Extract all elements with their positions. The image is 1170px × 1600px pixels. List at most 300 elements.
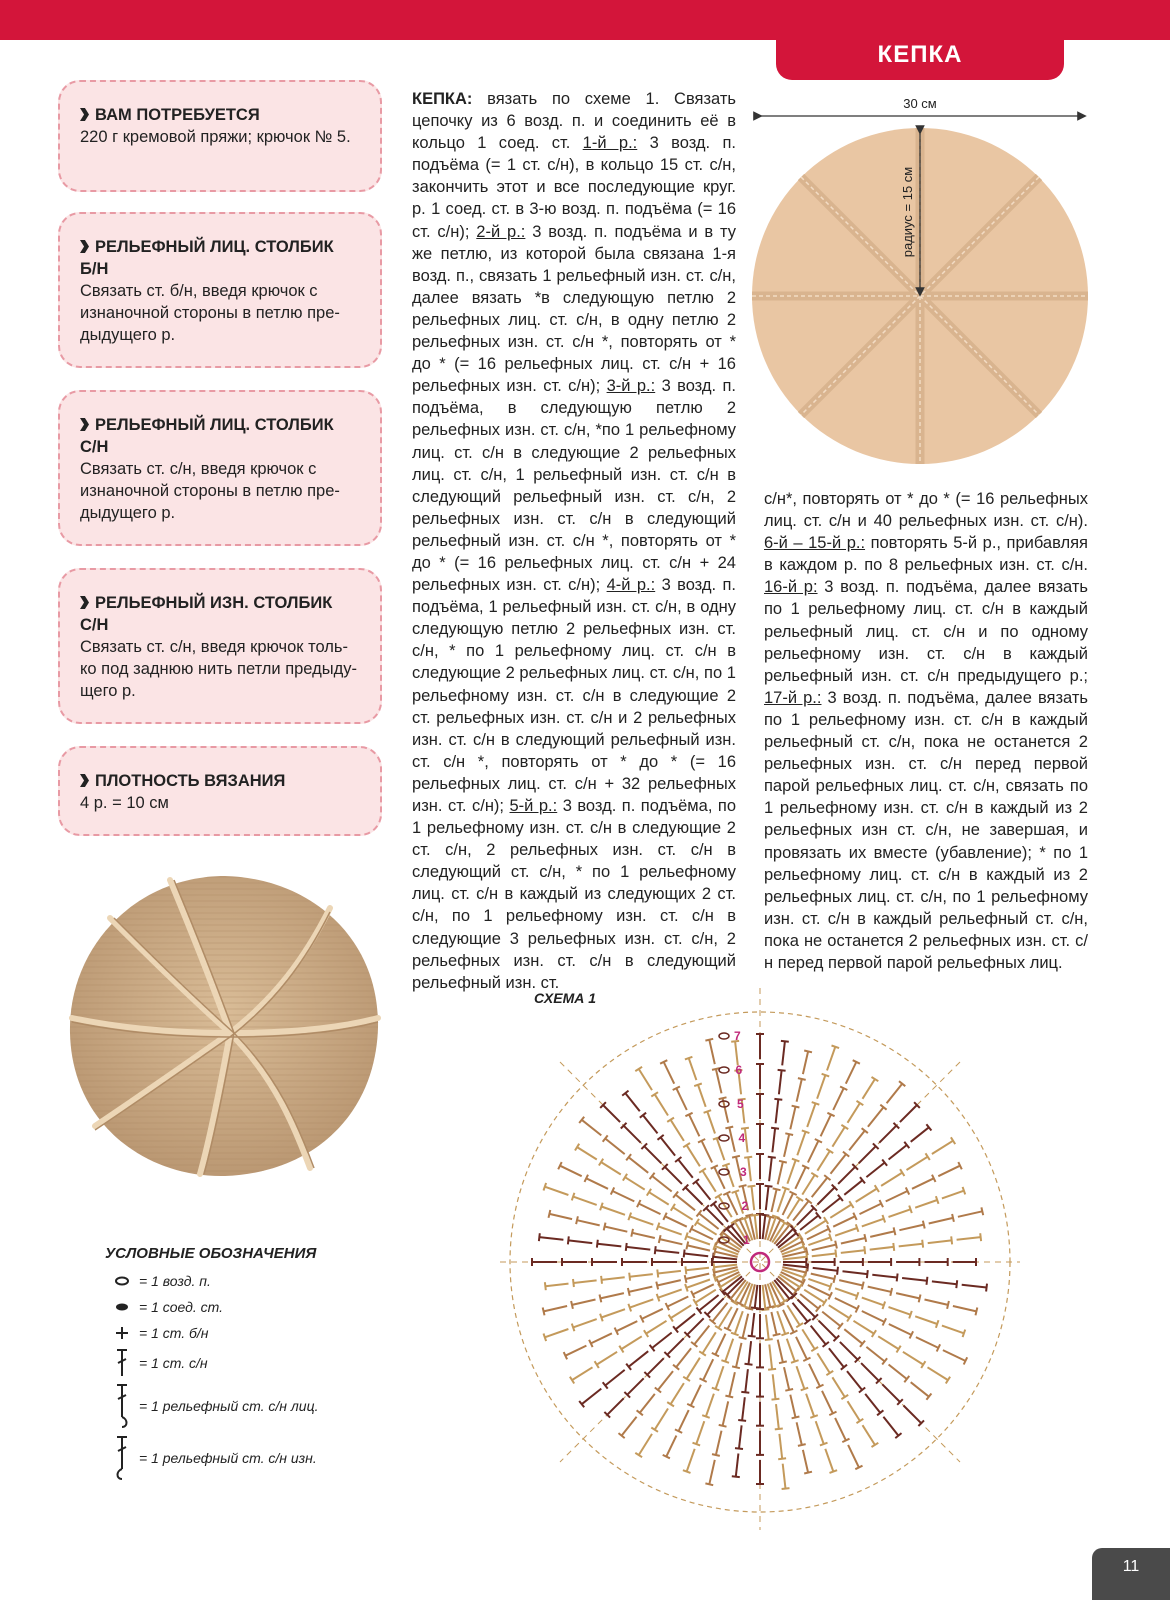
chart-stitch-top	[732, 1476, 740, 1477]
chart-stitch	[817, 1075, 825, 1099]
chart-stitch-top	[923, 1221, 925, 1229]
chart-stitch	[798, 1300, 816, 1318]
chart-stitch-top	[778, 1458, 786, 1459]
chart-stitch	[572, 1367, 593, 1380]
chart-stitch	[632, 1233, 655, 1238]
chart-stitch	[666, 1436, 676, 1457]
chart-stitch	[706, 1394, 714, 1417]
chart-stitch	[835, 1298, 858, 1309]
chart-stitch	[819, 1321, 837, 1339]
chart-stitch	[797, 1132, 805, 1156]
chart-stitch	[840, 1342, 858, 1360]
gauge-heading: ПЛОТНОСТЬ ВЯЗАНИЯ	[80, 770, 360, 792]
chart-stitch	[755, 1215, 758, 1239]
chart-stitch	[686, 1274, 710, 1279]
chart-stitch	[752, 1186, 755, 1210]
chart-stitch	[797, 1208, 814, 1225]
chart-stitch	[889, 1145, 907, 1160]
chart-stitch	[790, 1395, 795, 1418]
chart-stitch	[726, 1165, 734, 1187]
stitch-3-heading: РЕЛЬЕФНЫЙ ИЗН. СТОЛБИК С/Н	[80, 594, 333, 634]
chart-stitch-top	[659, 1235, 661, 1243]
chart-stitch	[811, 1326, 826, 1345]
chart-stitch	[835, 1418, 846, 1441]
chart-stitch-top	[801, 1388, 809, 1391]
chart-stitch-top	[829, 1234, 832, 1242]
chart-stitch	[856, 1189, 877, 1202]
chart-stitch	[646, 1321, 666, 1334]
chart-stitch	[878, 1336, 898, 1349]
chart-stitch	[844, 1329, 862, 1344]
chart-stitch-top	[804, 1472, 812, 1474]
instructions-column-1: КЕПКА: вязать по схеме 1. Связать цепочку из 6 возд. п. и соединить её в кольцо 1 соед. ст. 1-й р.: 3 возд. п. подъёма (= 1 ст. с/н), в кольцо 15 ст. с/н, закончить этот и все последующие круг. р. 1 соед. ст. в 3-ю возд. п. подъёма (= 16 ст. с/н); 2-й р.: 3 возд. п. подъёма и в ту же петлю, из которой была связана 1-я возд. п., связать 1 рельефный изн. ст. с/н, далее вязать *в следующую петлю 2 рельефных лиц. ст. с/н, в одну петлю 2 рельефных изн. ст. с/н *, повторять от * до * (= 16 рельефных лиц. ст. с/н + 16 рельефных изн. ст. с/н); 3-й р.: 3 возд. п. подъёма, в следующую петлю 2 рельефных изн. ст. с/н, *по 1 рельефному лиц. ст. с/н в следующие 2 рельефных лиц. ст. с/н, 1 рельефный изн. ст. с/н в следующий рельефный изн. ст. с/н, 2 рельефных изн. ст. с/н в следующий рельефный изн. ст. с/н *, повторять от * до * (= 16 рельефных лиц. ст. с/н + 24 рельефных изн. ст. с/н); 4-й р.: 3 возд. п. подъёма, 1 рельефный изн. ст. с/н, в одну следующую петлю 2 рельефных изн. ст. с/н, * по 1 рельефному лиц. ст. с/н в следующие 2 рельефных лиц. ст. с/н, по 1 рельефному изн. ст. с/н в следующие 2 ст. рельефных изн. ст. с/н и 2 рельефных изн. ст. с/н в следующий рельефный изн. ст. с/н *, повторять от * до * (= 16 рельефных лиц. ст. с/н + 32 рельефных изн. ст. с/н); 5-й р.: 3 возд. п. подъёма, по 1 рельефному изн. ст. с/н в следующие 2 ст. с/н, 2 рельефных изн. ст. с/н в следующий ст. с/н, * по 1 рельефному лиц. ст. с/н в каждый из следующих 2 ст. с/н, по 1 рельефному изн. ст. с/н в следующие 3 рельефных изн. ст. с/н, 2 рельефных изн. ст. с/н в следующий рельефный изн. ст.	[412, 90, 736, 992]
chart-stitch	[866, 1347, 884, 1362]
chart-stitch	[899, 1225, 923, 1231]
chart-stitch	[835, 1228, 857, 1236]
chart-stitch	[544, 1306, 568, 1311]
beret-photo	[60, 868, 390, 1188]
chart-stitch	[691, 1385, 701, 1406]
chart-stitch	[698, 1085, 706, 1107]
chart-stitch-top	[544, 1183, 547, 1191]
chart-stitch	[665, 1167, 682, 1184]
chart-stitch	[658, 1289, 682, 1297]
chart-stitch	[811, 1274, 835, 1279]
stitch-box-2	[58, 390, 382, 546]
chart-stitch	[772, 1128, 775, 1152]
chart-stitch-top	[601, 1276, 602, 1284]
chart-stitch	[748, 1157, 751, 1181]
chart-stitch	[671, 1383, 684, 1404]
chart-stitch-top	[862, 1282, 864, 1290]
chart-stitch	[848, 1445, 859, 1468]
chart-stitch	[881, 1173, 902, 1186]
chart-stitch	[667, 1338, 683, 1354]
chart-stitch-top	[657, 1223, 660, 1231]
chart-stitch	[848, 1401, 860, 1421]
chart-stitch	[868, 1107, 884, 1127]
chart-stitch-top	[981, 1207, 983, 1215]
chart-stitch	[847, 1371, 862, 1390]
chart-stitch	[735, 1041, 738, 1065]
stitch-2-heading: РЕЛЬЕФНЫЙ ЛИЦ. СТОЛБИК С/Н	[80, 416, 334, 456]
chart-stitch	[957, 1237, 981, 1240]
chart-stitch-top	[685, 1284, 688, 1292]
back-post-icon	[105, 1435, 139, 1481]
chart-stitch	[779, 1070, 782, 1094]
materials-heading: ВАМ ПОТРЕБУЕТСЯ	[80, 104, 360, 126]
chart-stitch	[607, 1398, 623, 1414]
chart-stitch-top	[792, 1159, 800, 1162]
chart-stitch-top	[549, 1210, 551, 1218]
chart-stitch-top	[820, 1443, 828, 1446]
chart-stitch-top	[830, 1470, 838, 1473]
chart-stitch-top	[951, 1236, 952, 1244]
chart-stitch-top	[712, 1454, 720, 1456]
chart-stitch	[568, 1240, 592, 1243]
chart-stitch	[778, 1188, 786, 1212]
chart-stitch	[678, 1160, 693, 1178]
chart-stitch	[827, 1047, 835, 1071]
chart-stitch	[889, 1209, 911, 1217]
chart-stitch-top	[738, 1420, 746, 1421]
chart-stitch	[773, 1374, 776, 1399]
row-number: 7	[734, 1029, 741, 1043]
chart-stitch	[703, 1359, 713, 1380]
chart-stitch	[942, 1191, 964, 1199]
chart-stitch	[686, 1236, 710, 1244]
chart-stitch	[841, 1238, 865, 1244]
chart-stitch	[643, 1115, 658, 1133]
chart-stitch	[689, 1058, 697, 1080]
chart-stitch	[686, 1188, 703, 1205]
chart-stitch	[709, 1040, 715, 1064]
chart-stitch	[601, 1309, 625, 1317]
chart-stitch	[725, 1339, 733, 1362]
chart-stitch-top	[812, 1102, 820, 1105]
chart-stitch-top	[856, 1292, 859, 1300]
chart-stitch	[929, 1218, 953, 1224]
chart-stitch-top	[714, 1263, 715, 1271]
chart-stitch	[714, 1265, 737, 1268]
row-number: 5	[737, 1097, 744, 1111]
chart-stitch-top	[864, 1234, 866, 1242]
legend-item: = 1 соед. ст.	[105, 1294, 385, 1320]
bullet-icon	[80, 596, 89, 609]
chart-stitch-top	[835, 1241, 837, 1249]
chart-stitch	[896, 1293, 920, 1298]
chart-stitch	[790, 1107, 795, 1130]
chart-stitch	[838, 1167, 855, 1184]
chart-stitch	[938, 1166, 960, 1177]
chart-stitch	[862, 1219, 884, 1227]
chart-stitch-top	[798, 1078, 806, 1080]
chart-stitch	[812, 1178, 828, 1198]
chart-stitch	[902, 1278, 927, 1281]
chart-stitch	[702, 1141, 713, 1163]
stitch-1-line: Связать ст. б/н, введя крючок с	[80, 282, 318, 300]
chart-stitch	[795, 1167, 805, 1189]
chart-stitch	[739, 1425, 742, 1448]
chart-stitch-top	[721, 1360, 729, 1363]
chart-stitch-top	[725, 1127, 733, 1129]
chart-stitch-top	[792, 1417, 800, 1419]
chart-stitch	[658, 1271, 681, 1274]
chart-stitch-top	[539, 1233, 540, 1241]
chart-stitch	[671, 1305, 692, 1318]
chart-stitch	[723, 1401, 729, 1425]
chart-stitch	[776, 1404, 779, 1429]
stitch-1-heading: РЕЛЬЕФНЫЙ ЛИЦ. СТОЛБИК Б/Н	[80, 238, 334, 278]
chart-stitch	[629, 1351, 649, 1367]
bullet-icon	[80, 774, 89, 787]
chart-stitch	[625, 1093, 640, 1111]
stitch-3-line: щего р.	[80, 682, 136, 700]
chart-stitch	[742, 1397, 745, 1420]
chart-stitch	[779, 1434, 782, 1459]
scheme-title: СХЕМА 1	[534, 990, 597, 1006]
chain-stitch-icon	[105, 1276, 139, 1286]
chart-stitch	[907, 1157, 928, 1170]
chart-stitch-top	[739, 1337, 747, 1339]
chart-stitch	[829, 1305, 850, 1318]
chart-stitch-top	[883, 1215, 886, 1223]
chart-stitch-top	[775, 1429, 783, 1430]
single-crochet-icon	[105, 1325, 139, 1341]
chart-stitch	[687, 1449, 695, 1472]
chart-stitch	[667, 1297, 688, 1307]
chart-stitch	[778, 1340, 783, 1363]
chain-stitch	[719, 1067, 729, 1073]
chart-stitch-top	[773, 1334, 781, 1336]
chart-stitch	[807, 1103, 815, 1127]
chart-stitch	[687, 1245, 710, 1250]
chart-stitch-top	[791, 1360, 799, 1363]
chart-stitch-top	[741, 1128, 749, 1129]
chart-stitch	[655, 1409, 668, 1430]
chart-stitch	[849, 1131, 865, 1151]
chart-stitch	[925, 1300, 949, 1305]
chart-stitch	[835, 1288, 857, 1296]
radius-label: радиус = 15 см	[900, 166, 915, 258]
legend-title: УСЛОВНЫЕ ОБОЗНАЧЕНИЯ	[105, 1245, 317, 1262]
legend-item: = 1 рельефный ст. с/н лиц.	[105, 1380, 385, 1432]
chart-stitch	[713, 1257, 737, 1260]
chart-stitch	[597, 1244, 621, 1247]
chart-stitch	[626, 1247, 650, 1250]
gauge-box	[58, 746, 382, 836]
chart-stitch	[870, 1231, 894, 1237]
chart-stitch	[539, 1237, 563, 1240]
chart-stitch-top	[744, 1157, 752, 1158]
chart-stitch-top	[628, 1288, 630, 1296]
chart-stitch-top	[897, 1274, 898, 1282]
chart-stitch-top	[802, 1130, 810, 1133]
chart-stitch-top	[867, 1270, 868, 1278]
chart-stitch-top	[890, 1288, 892, 1296]
chart-stitch	[736, 1454, 739, 1477]
chart-stitch-top	[576, 1216, 578, 1224]
chart-stitch	[601, 1207, 625, 1215]
chart-stitch	[605, 1370, 625, 1386]
chart-stitch	[808, 1279, 830, 1287]
chart-stitch	[565, 1346, 586, 1356]
chart-stitch	[817, 1353, 829, 1373]
chart-stitch-top	[683, 1470, 691, 1473]
chart-stitch	[886, 1191, 908, 1201]
page-title: КЕПКА	[776, 30, 1064, 80]
chart-stitch	[660, 1239, 683, 1244]
chart-stitch	[655, 1250, 679, 1253]
chart-stitch-top	[779, 1161, 787, 1163]
chart-stitch-top	[731, 1333, 739, 1336]
chart-stitch	[597, 1352, 617, 1365]
chart-stitch	[831, 1154, 847, 1174]
chart-stitch	[883, 1417, 898, 1436]
chart-stitch	[943, 1350, 966, 1361]
chart-stitch	[899, 1244, 923, 1247]
chart-stitch	[621, 1336, 641, 1349]
chart-stitch	[600, 1293, 624, 1298]
chart-stitch	[900, 1105, 917, 1122]
crochet-chart	[500, 970, 1020, 1530]
chart-stitch-top	[657, 1270, 658, 1278]
stitch-box-1	[58, 212, 382, 368]
chart-stitch	[911, 1382, 929, 1397]
chart-stitch	[676, 1314, 696, 1330]
chart-stitch	[841, 1250, 865, 1253]
chart-stitch-top	[963, 1187, 966, 1195]
chart-stitch	[806, 1394, 814, 1417]
chart-stitch	[686, 1280, 710, 1288]
chart-stitch	[769, 1157, 772, 1181]
chart-stitch	[657, 1280, 681, 1285]
chart-stitch-top	[712, 1388, 720, 1391]
slip-stitch-icon	[105, 1302, 139, 1312]
chart-stitch-top	[952, 1214, 954, 1222]
chart-stitch	[573, 1197, 597, 1205]
chart-stitch	[942, 1326, 964, 1334]
bullet-icon	[80, 108, 89, 121]
chart-stitch	[572, 1300, 596, 1305]
chart-stitch	[582, 1389, 602, 1405]
chart-stitch-top	[748, 1186, 756, 1187]
chart-stitch-top	[686, 1242, 688, 1250]
chart-stitch	[639, 1434, 652, 1455]
chart-stitch	[687, 1318, 703, 1334]
chart-stitch-top	[732, 1190, 740, 1193]
chart-stitch-top	[980, 1233, 981, 1241]
chart-stitch	[879, 1126, 896, 1143]
stitch-2-line: Связать ст. с/н, введя крючок с	[80, 460, 317, 478]
chart-stitch-top	[782, 1187, 790, 1190]
chart-stitch	[745, 1128, 748, 1152]
stitch-1-line: дыдущего р.	[80, 326, 176, 344]
chart-stitch	[833, 1088, 844, 1110]
chart-stitch	[932, 1281, 957, 1284]
chart-stitch	[863, 1425, 875, 1445]
row-number: 6	[735, 1063, 743, 1077]
chart-stitch-top	[768, 1157, 776, 1158]
chart-stitch	[829, 1348, 844, 1367]
double-crochet-icon	[105, 1348, 139, 1378]
chart-stitch	[676, 1088, 687, 1110]
chart-stitch	[639, 1069, 652, 1090]
chart-stitch-top	[785, 1389, 793, 1391]
chart-stitch	[699, 1213, 719, 1229]
chart-stitch	[605, 1139, 625, 1155]
chart-stitch	[658, 1371, 673, 1390]
chart-stitch	[647, 1358, 663, 1374]
chart-stitch	[582, 1120, 602, 1136]
chart-stitch	[787, 1160, 795, 1184]
chart-stitch-top	[629, 1273, 630, 1281]
chart-stitch	[787, 1339, 795, 1362]
chart-stitch-top	[956, 1280, 957, 1288]
bullet-icon	[80, 240, 89, 253]
chart-stitch	[797, 1079, 802, 1102]
chart-stitch-top	[722, 1164, 730, 1167]
chart-stitch	[928, 1367, 949, 1380]
chart-stitch	[862, 1311, 885, 1322]
chart-stitch	[676, 1195, 696, 1211]
chart-stitch-top	[909, 1311, 912, 1319]
chart-stitch	[629, 1157, 649, 1173]
chart-stitch	[630, 1299, 654, 1307]
chart-stitch-top	[936, 1320, 939, 1328]
chart-stitch	[776, 1099, 779, 1123]
chart-stitch-top	[798, 1444, 806, 1446]
chart-stitch-top	[571, 1301, 573, 1309]
chart-stitch	[777, 1311, 785, 1334]
chart-stitch	[844, 1180, 862, 1195]
chart-stitch	[652, 1176, 672, 1192]
chart-stitch-top	[778, 1070, 786, 1071]
chart-stitch	[752, 1313, 755, 1336]
chart-stitch	[673, 1207, 693, 1219]
chart-stitch	[577, 1147, 597, 1159]
chart-stitch-top	[976, 1308, 978, 1316]
chart-stitch-top	[864, 1246, 865, 1254]
chart-stitch	[833, 1216, 855, 1226]
chart-stitch	[816, 1421, 824, 1444]
chart-stitch	[916, 1337, 939, 1348]
chart-stitch-top	[657, 1294, 660, 1302]
chart-stitch	[822, 1312, 840, 1327]
chart-stitch	[865, 1394, 880, 1413]
chart-stitch	[782, 1041, 785, 1065]
chart-stitch	[665, 1216, 687, 1226]
chart-stitch-top	[856, 1224, 859, 1232]
chart-stitch-top	[792, 1106, 800, 1108]
chart-stitch	[889, 1324, 912, 1335]
page-number: 11	[1092, 1548, 1170, 1600]
chart-stitch-top	[685, 1057, 693, 1060]
chart-stitch-top	[936, 1196, 939, 1204]
chart-stitch	[703, 1171, 716, 1192]
chart-stitch	[797, 1422, 802, 1445]
chart-stitch	[769, 1345, 772, 1370]
chart-stitch	[577, 1220, 600, 1225]
chart-stitch	[684, 1254, 708, 1257]
chart-stitch	[846, 1062, 857, 1084]
chart-stitch	[958, 1211, 982, 1217]
chart-stitch	[707, 1112, 715, 1134]
chart-stitch	[545, 1284, 568, 1287]
chart-stitch-top	[719, 1425, 727, 1427]
chart-stitch	[549, 1214, 572, 1219]
chart-stitch	[649, 1192, 669, 1204]
chart-stitch	[912, 1178, 934, 1189]
chart-stitch	[863, 1079, 875, 1099]
chart-stitch	[818, 1188, 835, 1205]
chart-stitch-top	[919, 1295, 921, 1303]
chart-stitch	[778, 1162, 783, 1185]
chart-stitch	[839, 1280, 863, 1285]
chart-stitch-top	[774, 1099, 782, 1100]
chart-stitch-top	[694, 1084, 702, 1087]
chart-stitch-top	[685, 1233, 688, 1241]
chart-stitch-top	[631, 1229, 633, 1237]
chart-stitch	[793, 1201, 809, 1221]
chart-stitch	[602, 1277, 625, 1280]
chart-stitch	[953, 1306, 977, 1311]
chart-stitch	[808, 1237, 830, 1245]
instructions-column-2: с/н*, повторять от * до * (= 16 рельефных лиц. ст. с/н и 40 рельефных изн. ст. с/н). 6-й – 15-й р.: повторять 5-й р., прибавляя в каждом р. по 8 рельефных изн. ст. с/н. 16-й р: 3 возд. п. подъёма, далее вязать по 1 рельефному лиц. ст. с/н в каждый рельефный лиц. ст. с/н и по одному рельефному изн. ст. с/н в каждый рельефный изн. ст. с/н предыдущего р.; 17-й р.: 3 возд. п. подъёма, далее вязать по 1 рельефному изн. ст. с/н в каждый рельефный ст. с/н, пока не останется 2 рельефных изн. ст. с/н перед первой парой рельефных лиц. ст. с/н, связать по 1 рельефному изн. ст. с/н в каждый из 2 рельефных изн ст. с/н, не завершая, и провязать их вместе (убавление); * по 1 рельефному лиц. ст. с/н в каждый из 2 рельефных лиц. ст. с/н, по 1 рельефному изн. ст. с/н в каждый рельефный ст. с/н, пока не останется 2 рельефных изн. ст. с/н перед первой парой рельефных лиц.	[764, 490, 1088, 972]
chart-stitch-top	[834, 1275, 836, 1283]
chart-stitch	[813, 1268, 838, 1271]
row-number: 2	[741, 1199, 749, 1213]
